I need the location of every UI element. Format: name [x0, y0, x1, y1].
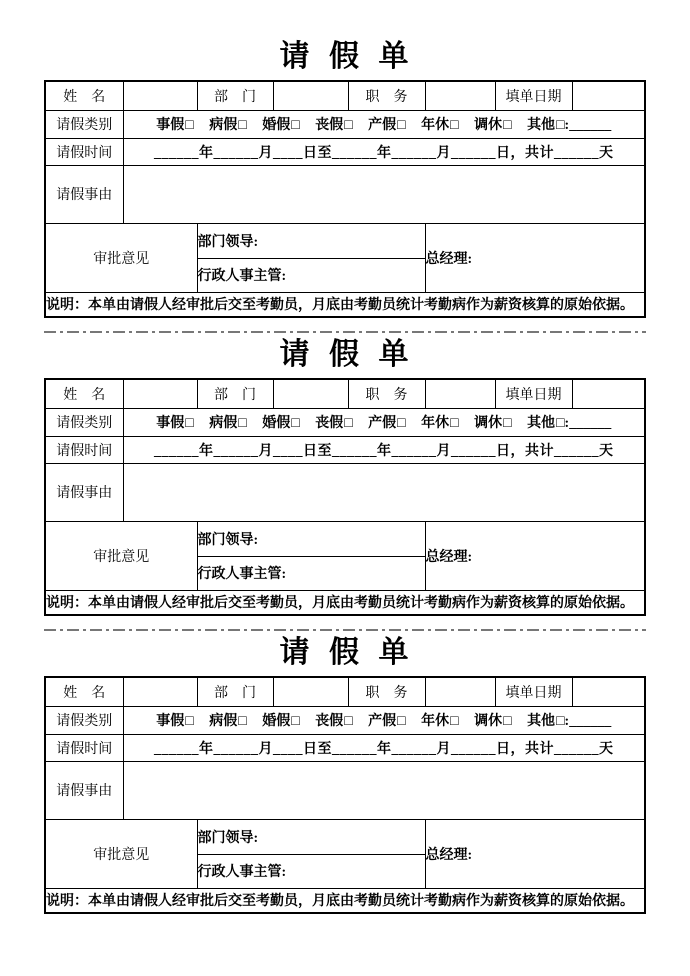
- hr-supervisor-cell: 行政人事主管:: [197, 258, 425, 292]
- instructions-note: 说明：本单由请假人经审批后交至考勤员，月底由考勤员统计考勤病作为薪资核算的原始依据。: [45, 888, 645, 913]
- checkbox-icon: □: [238, 714, 247, 729]
- leave-time-row: [45, 734, 645, 761]
- option-comp-leave: 调休□: [474, 714, 512, 729]
- checkbox-icon: □: [450, 118, 459, 133]
- leave-type-options-cell: [123, 408, 645, 436]
- option-marriage-leave: 婚假□: [262, 416, 300, 431]
- checkbox-icon: □: [291, 714, 300, 729]
- leave-time-label: 请假时间: [45, 734, 123, 761]
- general-manager-cell: 总经理:: [425, 223, 645, 292]
- option-personal-leave: 事假□: [156, 416, 194, 431]
- name-value-cell: [123, 81, 197, 110]
- option-annual-leave: 年休□: [421, 714, 459, 729]
- option-annual-leave: 年休□: [421, 118, 459, 133]
- leave-form-table: [44, 80, 646, 318]
- option-sick-leave: 病假□: [209, 416, 247, 431]
- fill-date-label: 填单日期: [495, 379, 572, 408]
- checkbox-icon: □: [556, 714, 565, 729]
- cut-line: [44, 629, 646, 631]
- leave-type-options-cell: [123, 110, 645, 138]
- checkbox-icon: □: [344, 714, 353, 729]
- checkbox-icon: □: [185, 416, 194, 431]
- leave-type-label: 请假类别: [45, 110, 123, 138]
- dept-leader-cell: 部门领导:: [197, 223, 425, 258]
- fill-date-value-cell: [572, 677, 645, 706]
- other-fill-line: :______: [564, 714, 612, 729]
- position-value-cell: [425, 81, 495, 110]
- leave-type-label: 请假类别: [45, 706, 123, 734]
- cut-line: [44, 331, 646, 333]
- form-title: 请 假 单: [279, 338, 411, 371]
- approval-row-top: [45, 819, 645, 854]
- checkbox-icon: □: [185, 118, 194, 133]
- instructions-note: 说明：本单由请假人经审批后交至考勤员，月底由考勤员统计考勤病作为薪资核算的原始依据。: [45, 590, 645, 615]
- leave-reason-cell: [123, 761, 645, 819]
- name-value-cell: [123, 677, 197, 706]
- instructions-note: 说明：本单由请假人经审批后交至考勤员，月底由考勤员统计考勤病作为薪资核算的原始依据。: [45, 292, 645, 317]
- hr-supervisor-cell: 行政人事主管:: [197, 854, 425, 888]
- fill-date-label: 填单日期: [495, 81, 572, 110]
- option-marriage-leave: 婚假□: [262, 118, 300, 133]
- leave-request-form: [0, 340, 690, 616]
- checkbox-icon: □: [503, 416, 512, 431]
- option-personal-leave: 事假□: [156, 118, 194, 133]
- name-label: 姓 名: [45, 379, 123, 408]
- leave-time-line: ______年______月____日至______年______月______日，共计______天: [123, 138, 645, 165]
- option-bereavement-leave: 丧假□: [315, 118, 353, 133]
- department-value-cell: [273, 81, 348, 110]
- option-marriage-leave: 婚假□: [262, 714, 300, 729]
- leave-time-line: ______年______月____日至______年______月______日，共计______天: [123, 436, 645, 463]
- option-bereavement-leave: 丧假□: [315, 416, 353, 431]
- leave-reason-label: 请假事由: [45, 761, 123, 819]
- department-label: 部 门: [197, 81, 273, 110]
- approval-label: 审批意见: [45, 223, 197, 292]
- other-fill-line: :______: [564, 416, 612, 431]
- leave-reason-row: [45, 463, 645, 521]
- approval-row-top: [45, 223, 645, 258]
- department-label: 部 门: [197, 677, 273, 706]
- checkbox-icon: □: [291, 118, 300, 133]
- leave-time-row: [45, 436, 645, 463]
- checkbox-icon: □: [397, 714, 406, 729]
- option-sick-leave: 病假□: [209, 118, 247, 133]
- form-title: 请 假 单: [279, 636, 411, 669]
- option-bereavement-leave: 丧假□: [315, 714, 353, 729]
- checkbox-icon: □: [556, 416, 565, 431]
- checkbox-icon: □: [344, 416, 353, 431]
- general-manager-cell: 总经理:: [425, 819, 645, 888]
- department-value-cell: [273, 677, 348, 706]
- checkbox-icon: □: [450, 416, 459, 431]
- leave-time-line: ______年______月____日至______年______月______日，共计______天: [123, 734, 645, 761]
- checkbox-icon: □: [450, 714, 459, 729]
- option-maternity-leave: 产假□: [368, 416, 406, 431]
- option-other-leave: 其他□:______: [527, 714, 612, 729]
- option-maternity-leave: 产假□: [368, 714, 406, 729]
- forms-container: [0, 42, 690, 914]
- leave-reason-row: [45, 761, 645, 819]
- note-row: [45, 590, 645, 615]
- option-comp-leave: 调休□: [474, 118, 512, 133]
- option-annual-leave: 年休□: [421, 416, 459, 431]
- leave-type-row: [45, 110, 645, 138]
- checkbox-icon: □: [503, 118, 512, 133]
- option-other-leave: 其他□:______: [527, 416, 612, 431]
- leave-type-label: 请假类别: [45, 408, 123, 436]
- fill-date-value-cell: [572, 379, 645, 408]
- approval-label: 审批意见: [45, 521, 197, 590]
- position-label: 职 务: [348, 677, 425, 706]
- header-row: [45, 81, 645, 110]
- general-manager-cell: 总经理:: [425, 521, 645, 590]
- leave-type-row: [45, 408, 645, 436]
- position-value-cell: [425, 677, 495, 706]
- checkbox-icon: □: [238, 416, 247, 431]
- hr-supervisor-cell: 行政人事主管:: [197, 556, 425, 590]
- leave-request-form: [0, 638, 690, 914]
- checkbox-icon: □: [556, 118, 565, 133]
- option-sick-leave: 病假□: [209, 714, 247, 729]
- dept-leader-cell: 部门领导:: [197, 521, 425, 556]
- option-maternity-leave: 产假□: [368, 118, 406, 133]
- leave-type-options-cell: [123, 706, 645, 734]
- position-label: 职 务: [348, 81, 425, 110]
- leave-form-table: [44, 676, 646, 914]
- fill-date-value-cell: [572, 81, 645, 110]
- option-other-leave: 其他□:______: [527, 118, 612, 133]
- leave-time-label: 请假时间: [45, 436, 123, 463]
- header-row: [45, 379, 645, 408]
- leave-request-form: [0, 42, 690, 318]
- name-label: 姓 名: [45, 81, 123, 110]
- checkbox-icon: □: [397, 118, 406, 133]
- leave-time-row: [45, 138, 645, 165]
- note-row: [45, 888, 645, 913]
- name-value-cell: [123, 379, 197, 408]
- option-personal-leave: 事假□: [156, 714, 194, 729]
- checkbox-icon: □: [344, 118, 353, 133]
- other-fill-line: :______: [564, 118, 612, 133]
- checkbox-icon: □: [238, 118, 247, 133]
- checkbox-icon: □: [397, 416, 406, 431]
- option-comp-leave: 调休□: [474, 416, 512, 431]
- checkbox-icon: □: [503, 714, 512, 729]
- note-row: [45, 292, 645, 317]
- checkbox-icon: □: [185, 714, 194, 729]
- leave-reason-label: 请假事由: [45, 165, 123, 223]
- approval-row-top: [45, 521, 645, 556]
- name-label: 姓 名: [45, 677, 123, 706]
- department-value-cell: [273, 379, 348, 408]
- leave-reason-cell: [123, 165, 645, 223]
- approval-label: 审批意见: [45, 819, 197, 888]
- leave-reason-label: 请假事由: [45, 463, 123, 521]
- department-label: 部 门: [197, 379, 273, 408]
- leave-reason-row: [45, 165, 645, 223]
- leave-time-label: 请假时间: [45, 138, 123, 165]
- position-value-cell: [425, 379, 495, 408]
- leave-type-row: [45, 706, 645, 734]
- header-row: [45, 677, 645, 706]
- leave-reason-cell: [123, 463, 645, 521]
- form-title: 请 假 单: [279, 40, 411, 73]
- checkbox-icon: □: [291, 416, 300, 431]
- position-label: 职 务: [348, 379, 425, 408]
- leave-form-table: [44, 378, 646, 616]
- dept-leader-cell: 部门领导:: [197, 819, 425, 854]
- fill-date-label: 填单日期: [495, 677, 572, 706]
